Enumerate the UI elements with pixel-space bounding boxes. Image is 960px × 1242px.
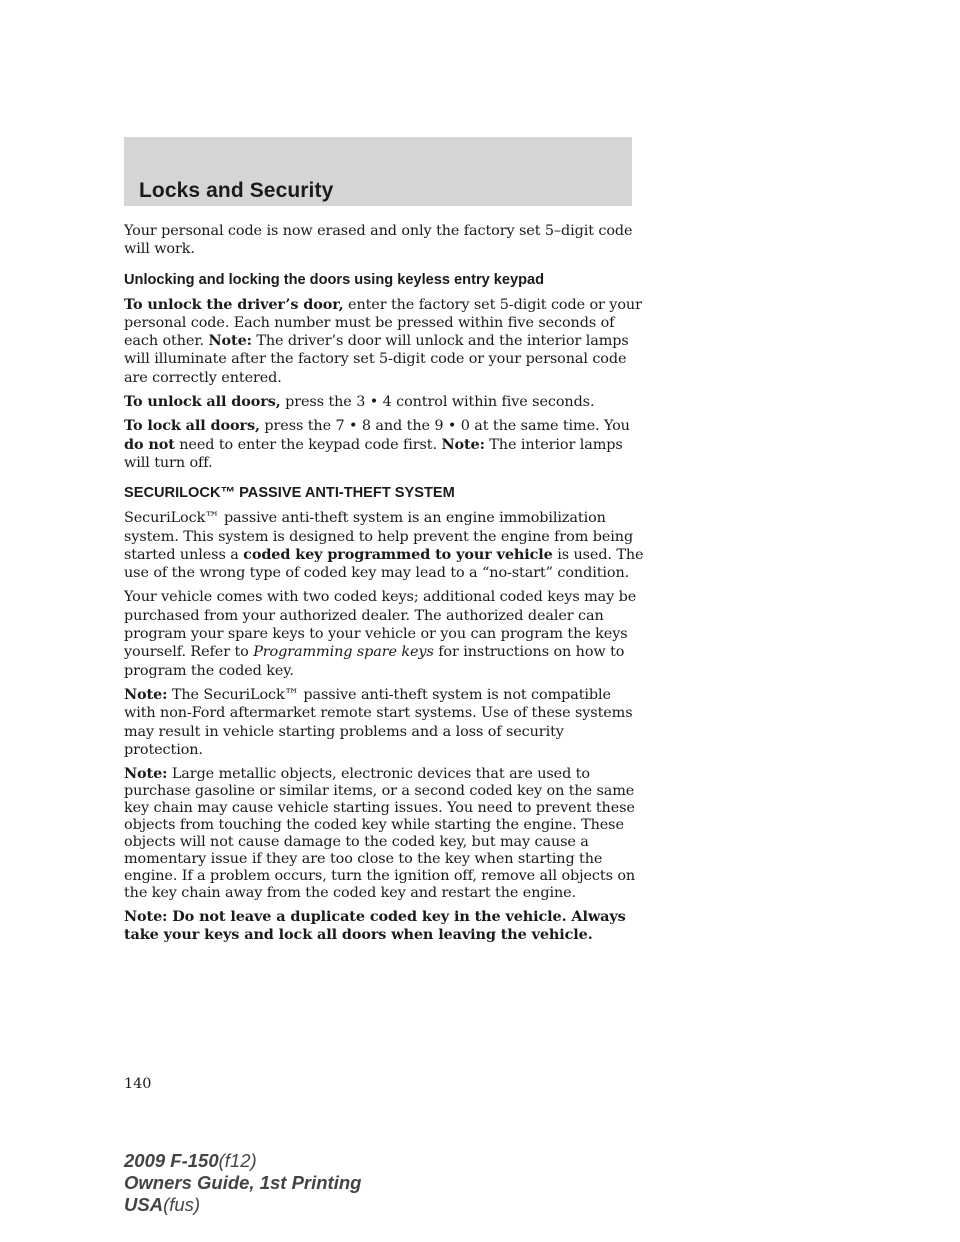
body-text: press the 3 • 4 control within five seconds. xyxy=(280,394,595,411)
paragraph-unlock-driver-door xyxy=(124,296,644,387)
emphasis-text: do not xyxy=(124,435,175,453)
body-text: is used. The use of the wrong type of coded key may lead to a “no-start” condition. xyxy=(124,546,644,582)
body-text: The interior lamps will turn off. xyxy=(124,436,623,471)
lead-text: To unlock the driver’s door, xyxy=(124,295,344,313)
body-text: The driver’s door will unlock and the interior lamps will illuminate after the factory set 5-digit code or your personal code are correctly entered. xyxy=(124,333,629,386)
body-text: SecuriLock™ passive anti-theft system is an engine immobilization system. This system is designed to help prevent the engine from being started unless a xyxy=(124,510,634,563)
print-footer xyxy=(124,1150,361,1216)
note-label: Note: xyxy=(124,765,168,783)
footer-model: 2009 F-150 xyxy=(124,1150,219,1171)
warning-text: Note: Do not leave a duplicate coded key in the vehicle. Always take your keys and lock all doors when leaving the vehicle. xyxy=(124,908,626,944)
lead-text: To unlock all doors, xyxy=(124,393,281,411)
footer-model-code: (f12) xyxy=(218,1150,257,1171)
footer-edition: Owners Guide, 1st Printing xyxy=(124,1172,362,1193)
body-text: enter the factory set 5-digit code or your personal code. Each number must be pressed within five seconds of each other. xyxy=(124,296,642,350)
footer-line-market xyxy=(124,1194,361,1216)
page-number: 140 xyxy=(124,1076,152,1092)
lead-text: To lock all doors, xyxy=(124,417,260,435)
section-title: Locks and Security xyxy=(139,179,334,202)
footer-market: USA xyxy=(124,1194,164,1215)
paragraph-note-duplicate-key xyxy=(124,908,644,945)
paragraph-securilock-intro xyxy=(124,509,644,582)
paragraph-note-metallic-objects xyxy=(124,765,644,902)
body-text: Your vehicle comes with two coded keys; additional coded keys may be purchased from your authorized dealer. The authorized dealer can program your spare keys to your vehicle or you can program the keys yourself. Refer to xyxy=(124,589,637,661)
footer-line-model xyxy=(124,1150,361,1172)
body-text: press the 7 • 8 and the 9 • 0 at the same time. You xyxy=(259,418,630,435)
note-label: Note: xyxy=(124,685,168,703)
body-text: for instructions on how to program the coded key. xyxy=(124,644,625,679)
section-heading-securilock: SECURILOCK™ PASSIVE ANTI-THEFT SYSTEM xyxy=(124,485,455,502)
paragraph-code-erased: Your personal code is now erased and only the factory set 5–digit code will work. xyxy=(124,223,633,258)
note-label: Note: xyxy=(441,435,485,453)
paragraph-unlock-all-doors xyxy=(124,393,644,411)
cross-reference: Programming spare keys xyxy=(253,644,434,661)
note-label: Note: xyxy=(208,332,252,350)
body-text: Large metallic objects, electronic devices that are used to purchase gasoline or similar items, or a second coded key on the same key chain may cause vehicle starting issues. You need to prevent these objects from touching the coded key while starting the engine. These objects will not cause damage to the coded key, but may cause a momentary issue if they are too close to the key when starting the engine. If a problem occurs, turn the ignition off, remove all objects on the key chain away from the coded key and restart the engine. xyxy=(124,766,636,902)
body-text: need to enter the keypad code first. xyxy=(174,436,442,453)
paragraph-note-remote-start xyxy=(124,686,644,759)
paragraph-lock-all-doors xyxy=(124,417,644,472)
page-body xyxy=(124,222,644,951)
paragraph-coded-keys xyxy=(124,588,644,679)
subheading-keypad: Unlocking and locking the doors using keyless entry keypad xyxy=(124,271,545,288)
body-text: The SecuriLock™ passive anti-theft system is not compatible with non-Ford aftermarket remote start systems. Use of these systems may result in vehicle starting problems and a loss of security protection. xyxy=(124,686,633,758)
footer-line-edition xyxy=(124,1172,361,1194)
footer-market-code: (fus) xyxy=(163,1194,201,1215)
emphasis-text: coded key programmed to your vehicle xyxy=(243,545,553,563)
